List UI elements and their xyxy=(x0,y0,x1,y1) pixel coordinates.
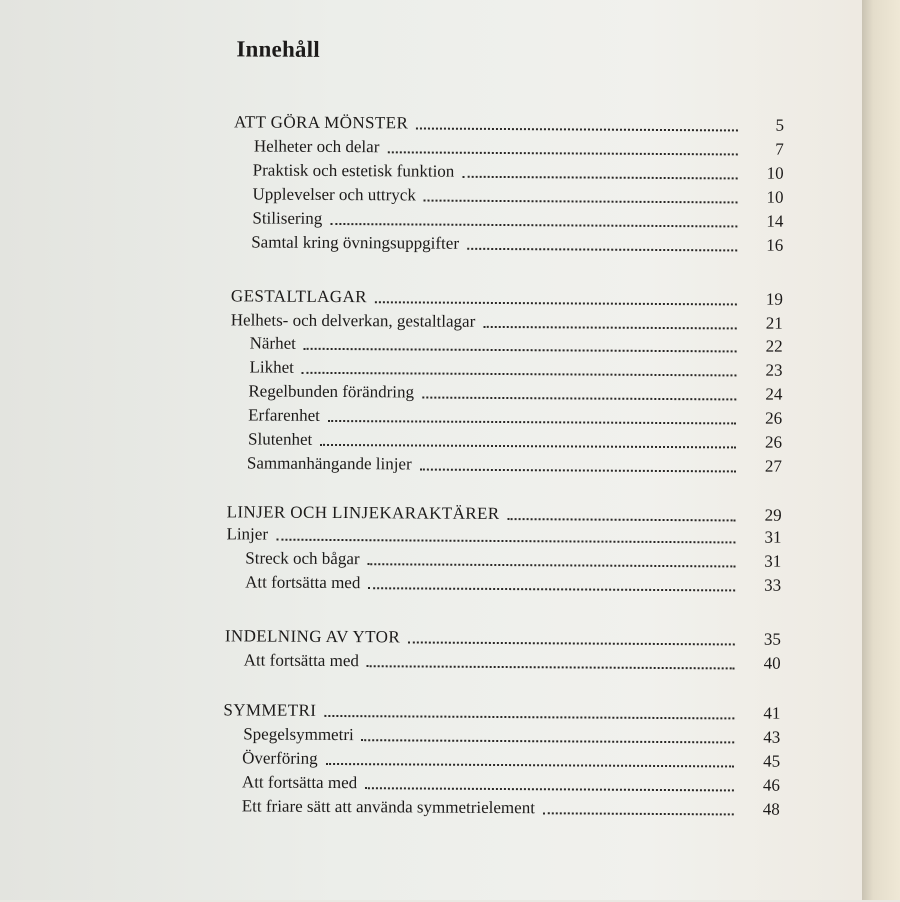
dot-leader xyxy=(368,543,736,567)
toc-page-number: 10 xyxy=(766,163,784,183)
toc-page-number: 31 xyxy=(764,527,782,547)
dot-leader xyxy=(467,228,737,252)
toc-section-row xyxy=(251,228,783,255)
toc-entry-title: Slutenhet xyxy=(248,429,313,449)
page-edge xyxy=(862,0,900,900)
dot-leader xyxy=(330,203,737,227)
toc-section-row xyxy=(242,768,780,795)
dot-leader xyxy=(420,449,736,473)
toc-entry-title: Stilisering xyxy=(252,208,323,228)
dot-leader xyxy=(424,180,738,204)
dot-leader xyxy=(368,567,735,591)
toc-entry-title: Helheter och delar xyxy=(253,136,380,157)
dot-leader xyxy=(387,131,738,155)
toc-entry-title: Helhets- och delverkan, gestaltlagar xyxy=(230,310,476,331)
toc-page-number: 41 xyxy=(763,703,781,723)
dot-leader xyxy=(328,400,736,424)
dot-leader xyxy=(422,377,736,401)
dot-leader xyxy=(326,743,735,767)
dot-leader xyxy=(320,424,736,449)
toc-entry-title: Närhet xyxy=(249,333,296,353)
toc-page-number: 29 xyxy=(764,505,782,525)
dot-leader xyxy=(375,281,737,305)
toc-entry-title: Spegelsymmetri xyxy=(243,724,354,745)
toc-entry-title: Samtal kring övningsuppgifter xyxy=(251,232,460,253)
toc-entry-title: Att fortsätta med xyxy=(243,650,359,671)
toc-page-number: 14 xyxy=(766,211,784,231)
toc-page-number: 48 xyxy=(762,799,780,819)
toc-entry-title: Upplevelser och uttryck xyxy=(252,184,416,205)
dot-leader xyxy=(304,328,737,353)
dot-leader xyxy=(508,498,736,521)
toc-page-number: 7 xyxy=(775,139,784,159)
dot-leader xyxy=(302,352,737,377)
toc-entry-title: Ett friare sätt att använda symmetrielement xyxy=(241,796,536,818)
toc-entry-title: Överföring xyxy=(242,748,318,768)
toc-page-number: 45 xyxy=(763,751,781,771)
toc-page-number: 16 xyxy=(766,235,784,255)
dot-leader xyxy=(483,306,737,330)
toc-entry-title: Erfarenhet xyxy=(248,405,321,425)
toc-section-row xyxy=(247,449,782,476)
toc-page-number: 5 xyxy=(775,115,785,135)
toc-page-number: 19 xyxy=(765,289,783,309)
toc-section-row xyxy=(242,792,780,819)
toc-entry-title: Att fortsätta med xyxy=(241,772,358,793)
toc-section-row xyxy=(244,646,781,673)
dot-leader xyxy=(408,621,735,645)
toc-entry-title: Regelbunden förändring xyxy=(248,381,415,402)
toc-page-number: 27 xyxy=(764,456,782,476)
toc-page-number: 26 xyxy=(764,432,783,452)
toc-page-number: 22 xyxy=(765,336,783,356)
toc-entry-title: GESTALTLAGAR xyxy=(230,286,367,307)
dot-leader xyxy=(416,107,738,131)
toc-entry-title: LINJER OCH LINJEKARAKTÄRER xyxy=(226,502,500,523)
toc-page-number: 31 xyxy=(764,551,782,571)
page-title: Innehåll xyxy=(236,36,320,62)
toc-entry-title: Linjer xyxy=(226,524,269,544)
dot-leader xyxy=(543,792,734,815)
dot-leader xyxy=(276,519,736,544)
toc-page-number: 33 xyxy=(764,575,782,595)
toc-entry-title: Sammanhängande linjer xyxy=(246,453,412,474)
toc-entry-title: SYMMETRI xyxy=(223,700,317,720)
toc-entry-title: Streck och bågar xyxy=(245,548,360,569)
toc-page-number: 24 xyxy=(765,384,783,404)
toc-page-number: 26 xyxy=(765,408,783,428)
toc-entry-title: Att fortsätta med xyxy=(245,572,361,593)
toc-page-number: 43 xyxy=(763,727,781,747)
toc-page-number: 46 xyxy=(762,775,781,795)
toc-entry-title: Praktisk och estetisk funktion xyxy=(252,160,455,181)
toc-entry-title: INDELNING AV YTOR xyxy=(224,626,401,647)
dot-leader xyxy=(462,156,738,180)
dot-leader xyxy=(367,645,735,669)
toc-entry-title: ATT GÖRA MÖNSTER xyxy=(233,112,409,133)
dot-leader xyxy=(324,695,734,720)
toc-page-number: 21 xyxy=(765,313,783,333)
toc-entry-title: Likhet xyxy=(249,357,294,377)
toc-page-number: 35 xyxy=(763,629,781,649)
dot-leader xyxy=(365,767,734,791)
toc-page-number: 10 xyxy=(766,187,784,207)
toc-page-number: 40 xyxy=(763,653,781,673)
toc-page-number: 23 xyxy=(765,360,783,380)
toc-section-row xyxy=(245,568,781,595)
dot-leader xyxy=(362,719,735,743)
